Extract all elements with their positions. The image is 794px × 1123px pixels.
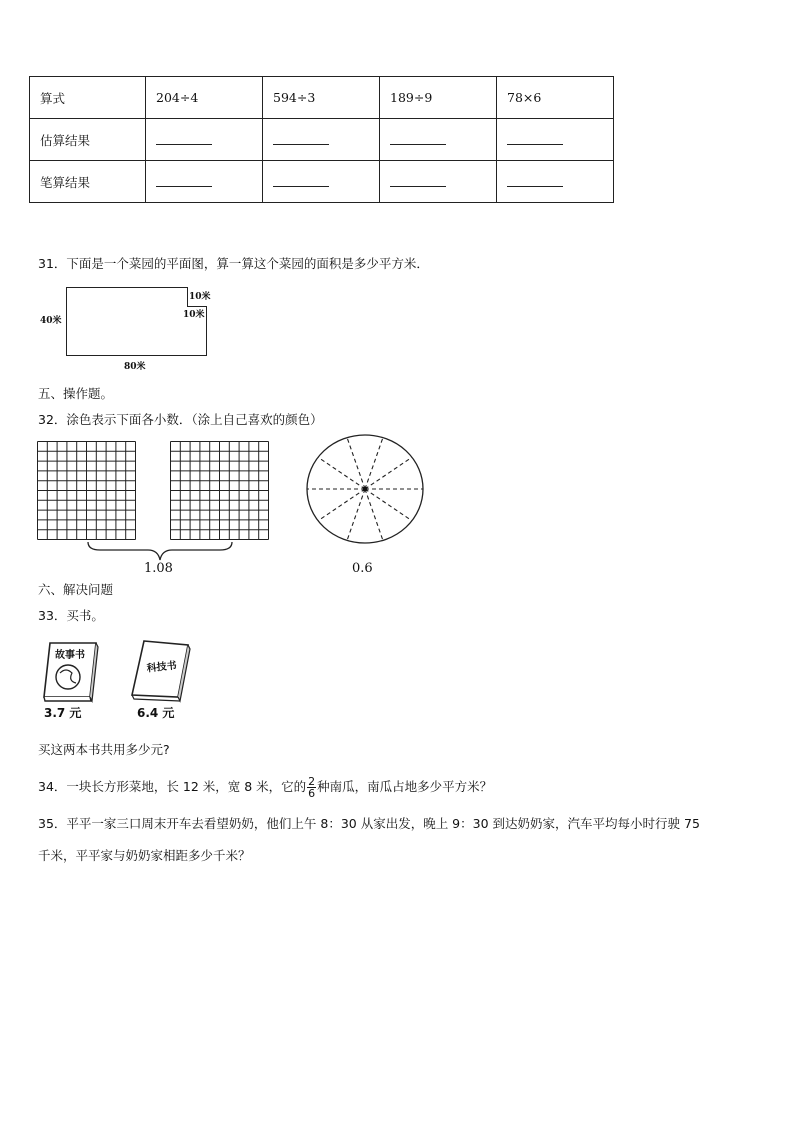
section-title: 五、操作题。 <box>38 386 114 401</box>
garden-label-top-right: 10米 <box>189 292 211 302</box>
question-31: 31．下面是一个菜园的平面图，算一算这个菜园的面积是多少平方米． <box>38 256 429 271</box>
fraction: $\frac{2}{6}$ <box>308 775 316 800</box>
answer-blank[interactable] <box>497 161 614 203</box>
table-cell: 算式 <box>30 77 146 119</box>
question-35-line2: 千米，平平家与奶奶家相距多少千米？ <box>38 848 251 863</box>
table-row <box>30 119 614 161</box>
answer-blank[interactable] <box>146 119 263 161</box>
circle-decimal-label: 0.6 <box>352 561 373 576</box>
question-34: 34．一块长方形菜地，长 12 米，宽 8 米，它的 $\frac{2}{6}$ 种南瓜，南瓜占地多少平方米？ <box>38 775 493 800</box>
calculation-table <box>29 76 614 203</box>
garden-label-left: 40米 <box>40 316 62 326</box>
table-cell: 笔算结果 <box>30 161 146 203</box>
question-33: 33．买书。 <box>38 608 104 623</box>
svg-text:故事书: 故事书 <box>55 650 85 661</box>
section-title: 六、解决问题 <box>38 582 114 597</box>
table-row <box>30 77 614 119</box>
answer-blank[interactable] <box>263 161 380 203</box>
table-row <box>30 161 614 203</box>
svg-text:科技书: 科技书 <box>146 660 178 675</box>
book-price: 6.4 元 <box>137 706 175 720</box>
question-33-prompt: 买这两本书共用多少元? <box>38 742 170 757</box>
hundred-grid-1[interactable] <box>37 441 136 540</box>
question-35-line1: 35．平平一家三口周末开车去看望奶奶，他们上午 8：30 从家出发，晚上 9：30 到达奶奶家，汽车平均每小时行驶 75 <box>38 816 700 831</box>
answer-blank[interactable] <box>146 161 263 203</box>
answer-blank[interactable] <box>497 119 614 161</box>
hundred-grid-2[interactable] <box>170 441 269 540</box>
table-cell: 204÷4 <box>146 77 263 119</box>
answer-blank[interactable] <box>380 119 497 161</box>
garden-label-step: 10米 <box>183 310 205 320</box>
table-cell: 78×6 <box>497 77 614 119</box>
garden-label-bottom: 80米 <box>124 362 146 372</box>
table-cell: 估算结果 <box>30 119 146 161</box>
table-cell: 594÷3 <box>263 77 380 119</box>
answer-blank[interactable] <box>263 119 380 161</box>
circle-diagram[interactable] <box>304 433 426 549</box>
question-32: 32．涂色表示下面各小数．（涂上自己喜欢的颜色） <box>38 412 323 427</box>
book-price: 3.7 元 <box>44 706 82 720</box>
grid-decimal-label: 1.08 <box>144 561 173 576</box>
science-book-image <box>128 637 194 707</box>
table-cell: 189÷9 <box>380 77 497 119</box>
storybook-image <box>40 639 100 707</box>
answer-blank[interactable] <box>380 161 497 203</box>
